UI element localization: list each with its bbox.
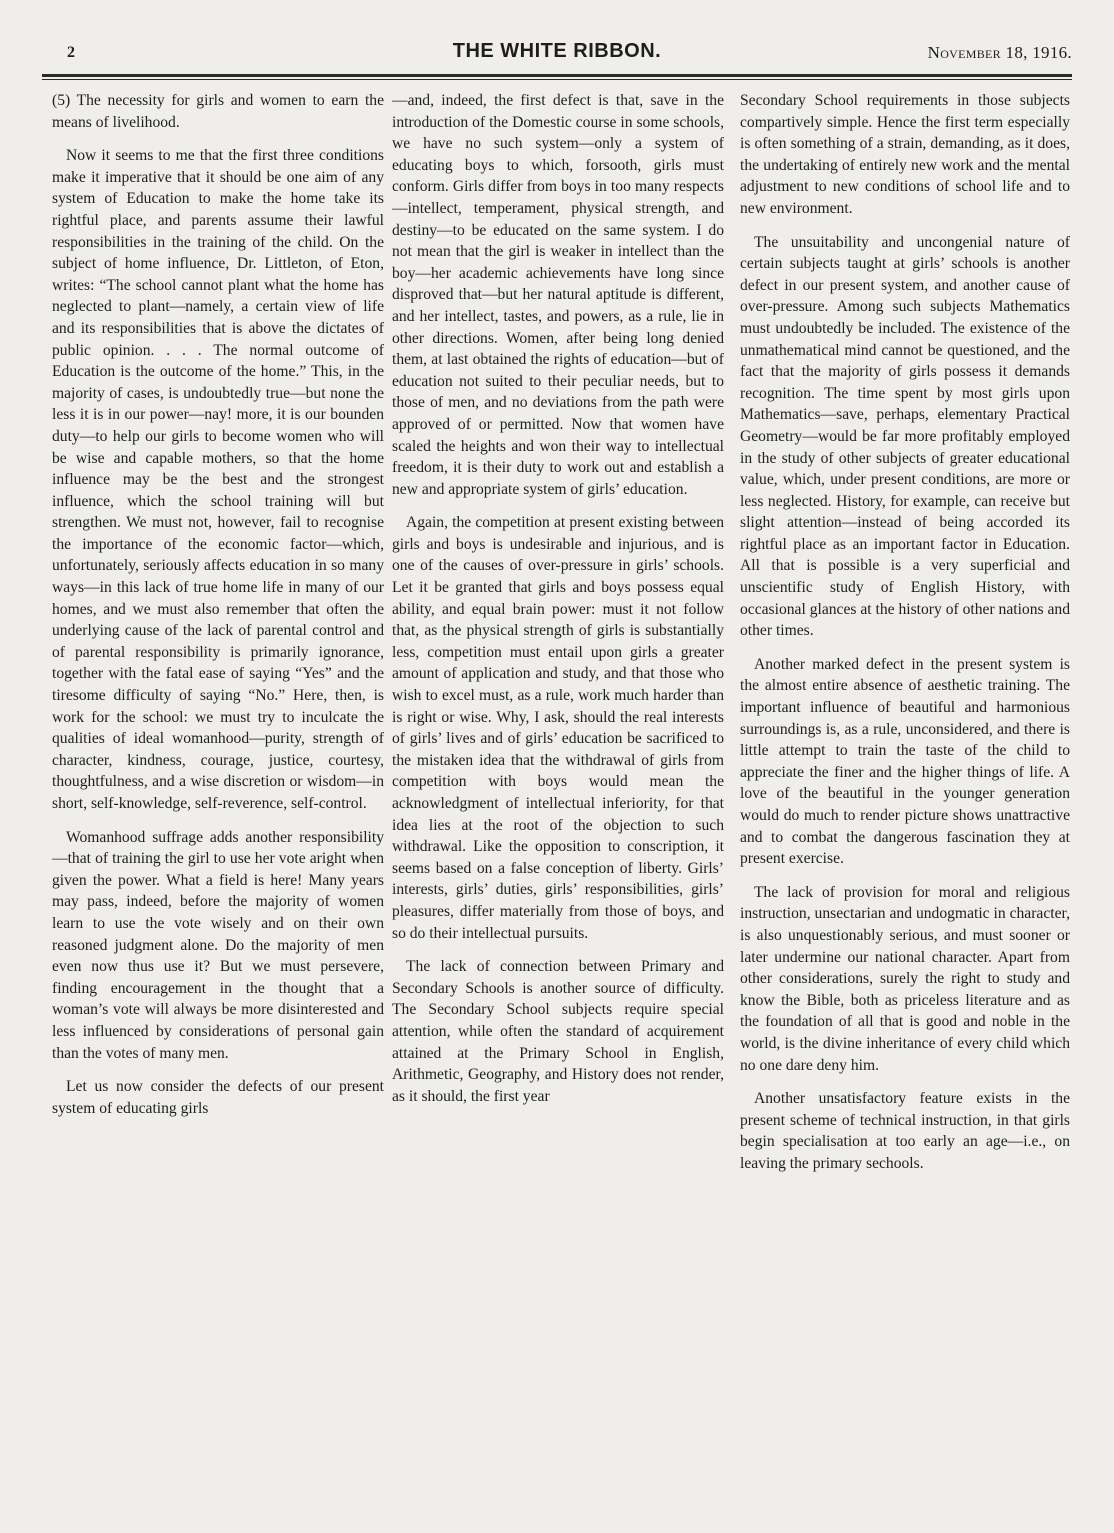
- paragraph: (5) The necessity for girls and women to earn the means of livelihood.: [52, 92, 384, 131]
- paragraph: Now it seems to me that the first three conditions make it imperative that it should be one aim of any system of Education to make the home take its rightful place, and parents assume their lawful responsibilities in the training of the child. On the subject of home influence, Dr. Littleton, of Eton, writes: “The school cannot plant what the home has neglected to plant—namely, a certain view of life and its responsibilities that is above the dictates of public opinion. . . . The normal outcome of Education is the outcome of the home.” This, in the majority of cases, is undoubtedly true—but none the less it is in our power—nay! more, it is our bounden duty—to help our girls to become women who will be wise and capable mothers, so that the home influence may be the best and the strongest influence, which the school training will but strengthen. We must not, however, fail to recognise the importance of the economic factor—which, unfortunately, seriously affects education in so many ways—in this lack of true home life in many of our homes, and we must also remember that often the underlying cause of the lack of parental control and of parental responsibility is primarily ignorance, together with the fatal ease of saying “Yes” and the tiresome difficulty of saying “No.” Here, then, is work for the school: we must try to inculcate the qualities of ideal womanhood—purity, strength of character, kindness, courage, justice, courtesy, thoughtfulness, and a wise discretion or wisdom—in short, self-knowledge, self-reverence, self-control.: [52, 147, 384, 812]
- page-number: 2: [67, 44, 75, 61]
- paragraph: Womanhood suffrage adds another responsibility—that of training the girl to use her vote aright when given the power. What a field is here! Many years may pass, indeed, before the majority of women learn to use the vote wisely and on their own reasoned judgment alone. Do the majority of men even now thus use it? But we must persevere, finding encouragement in the thought that a woman’s vote will always be more disinterested and less influenced by considerations of personal gain than the votes of many men.: [52, 828, 384, 1062]
- column-1: [52, 90, 384, 1131]
- paragraph: Secondary School requirements in those subjects compartively simple. Hence the first term especially is often something of a strain, demanding, as it does, the undertaking of entirely new work and the mental adjustment to new conditions of school life and to new environment.: [740, 92, 1070, 217]
- paragraph: Again, the competition at present existing between girls and boys is undesirable and injurious, and is one of the causes of over-pressure in girls’ schools. Let it be granted that girls and boys possess equal ability, and equal brain power: must it not follow that, as the physical strength of girls is substantially less, competition must entail upon girls a greater amount of application and study, and that those who wish to excel must, as a rule, work much harder than is right or wise. Why, I ask, should the real interests of girls’ lives and of girls’ education be sacrificed to the mistaken idea that the withdrawal of girls from competition with boys would mean the acknowledgment of intellectual inferiority, for that idea lies at the root of the objection to such withdrawal. Like the opposition to conscription, it seems based on a false conception of liberty. Girls’ interests, girls’ duties, girls’ responsibilities, girls’ pleasures, differ materially from those of boys, and so do their intellectual pursuits.: [392, 514, 724, 942]
- paragraph: The lack of provision for moral and religious instruction, unsectarian and undogmatic in character, is also unquestionably serious, and must sooner or later undermine our national character. Apart from other considerations, surely the right to study and know the Bible, both as priceless literature and as the foundation of all that is good and noble in the world, is the divine inheritance of every child which no one dare deny him.: [740, 883, 1070, 1074]
- paragraph: The unsuitability and uncongenial nature of certain subjects taught at girls’ schools is another defect in our present system, and another cause of over-pressure. Among such subjects Mathematics must undoubtedly be included. The existence of the unmathematical mind cannot be questioned, and the fact that the majority of girls possess it demands recognition. The time spent by most girls upon Mathematics—save, perhaps, elementary Practical Geometry—would be far more profitably employed in the study of other subjects of greater educational value, which, under present conditions, are more or less neglected. History, for example, can receive but slight attention—instead of being accorded its rightful place as an important factor in Education. All that is possible is a very superficial and unscientific study of English History, with occasional glances at the history of other nations and other times.: [740, 233, 1070, 640]
- issue-date: November 18, 1916.: [927, 43, 1072, 62]
- paragraph: —and, indeed, the first defect is that, save in the introduction of the Domestic course in some schools, we have no such system—only a system of educating boys to which, forsooth, girls must conform. Girls differ from boys in too many respects—intellect, temperament, physical strength, and destiny—to be educated on the same system. I do not mean that the girl is weaker in intellect than the boy—her academic achievements have long since disproved that—but her natural aptitude is different, and her intellect, tastes, and powers, as a rule, lie in other directions. Women, after being long denied them, at last obtained the rights of education—but of education not suited to their peculiar needs, but to those of men, and no deviations from the path were approved of or permitted. Now that women have scaled the heights and won their way to intellectual freedom, it is their duty to work out and establish a new and appropriate system of girls’ education.: [392, 92, 724, 498]
- page-header: [0, 40, 1114, 70]
- paragraph: The lack of connection between Primary and Secondary Schools is another source of difficulty. The Secondary School subjects require special attention, while often the standard of acquirement attained at the Primary School in English, Arithmetic, Geography, and History does not render, as it should, the first year: [392, 958, 724, 1105]
- header-rule-thick: [42, 74, 1072, 77]
- paragraph: Another unsatisfactory feature exists in the present scheme of technical instruction, in that girls begin specialisation at too early an age—i.e., on leaving the primary sechools.: [740, 1090, 1070, 1172]
- header-rule-thin: [42, 79, 1072, 80]
- publication-title: THE WHITE RIBBON.: [452, 40, 662, 62]
- column-3: [740, 90, 1070, 1187]
- column-2: [392, 90, 724, 1119]
- paragraph: Let us now consider the defects of our present system of educating girls: [52, 1078, 384, 1117]
- paragraph: Another marked defect in the present system is the almost entire absence of aesthetic training. The important influence of beautiful and harmonious surroundings is, as a rule, unconsidered, and there is little attempt to train the taste of the child to appreciate the finer and the higher things of life. A love of the beautiful in the younger generation would do much to render picture shows unattractive and to combat the dangerous fascination they at present exercise.: [740, 655, 1070, 868]
